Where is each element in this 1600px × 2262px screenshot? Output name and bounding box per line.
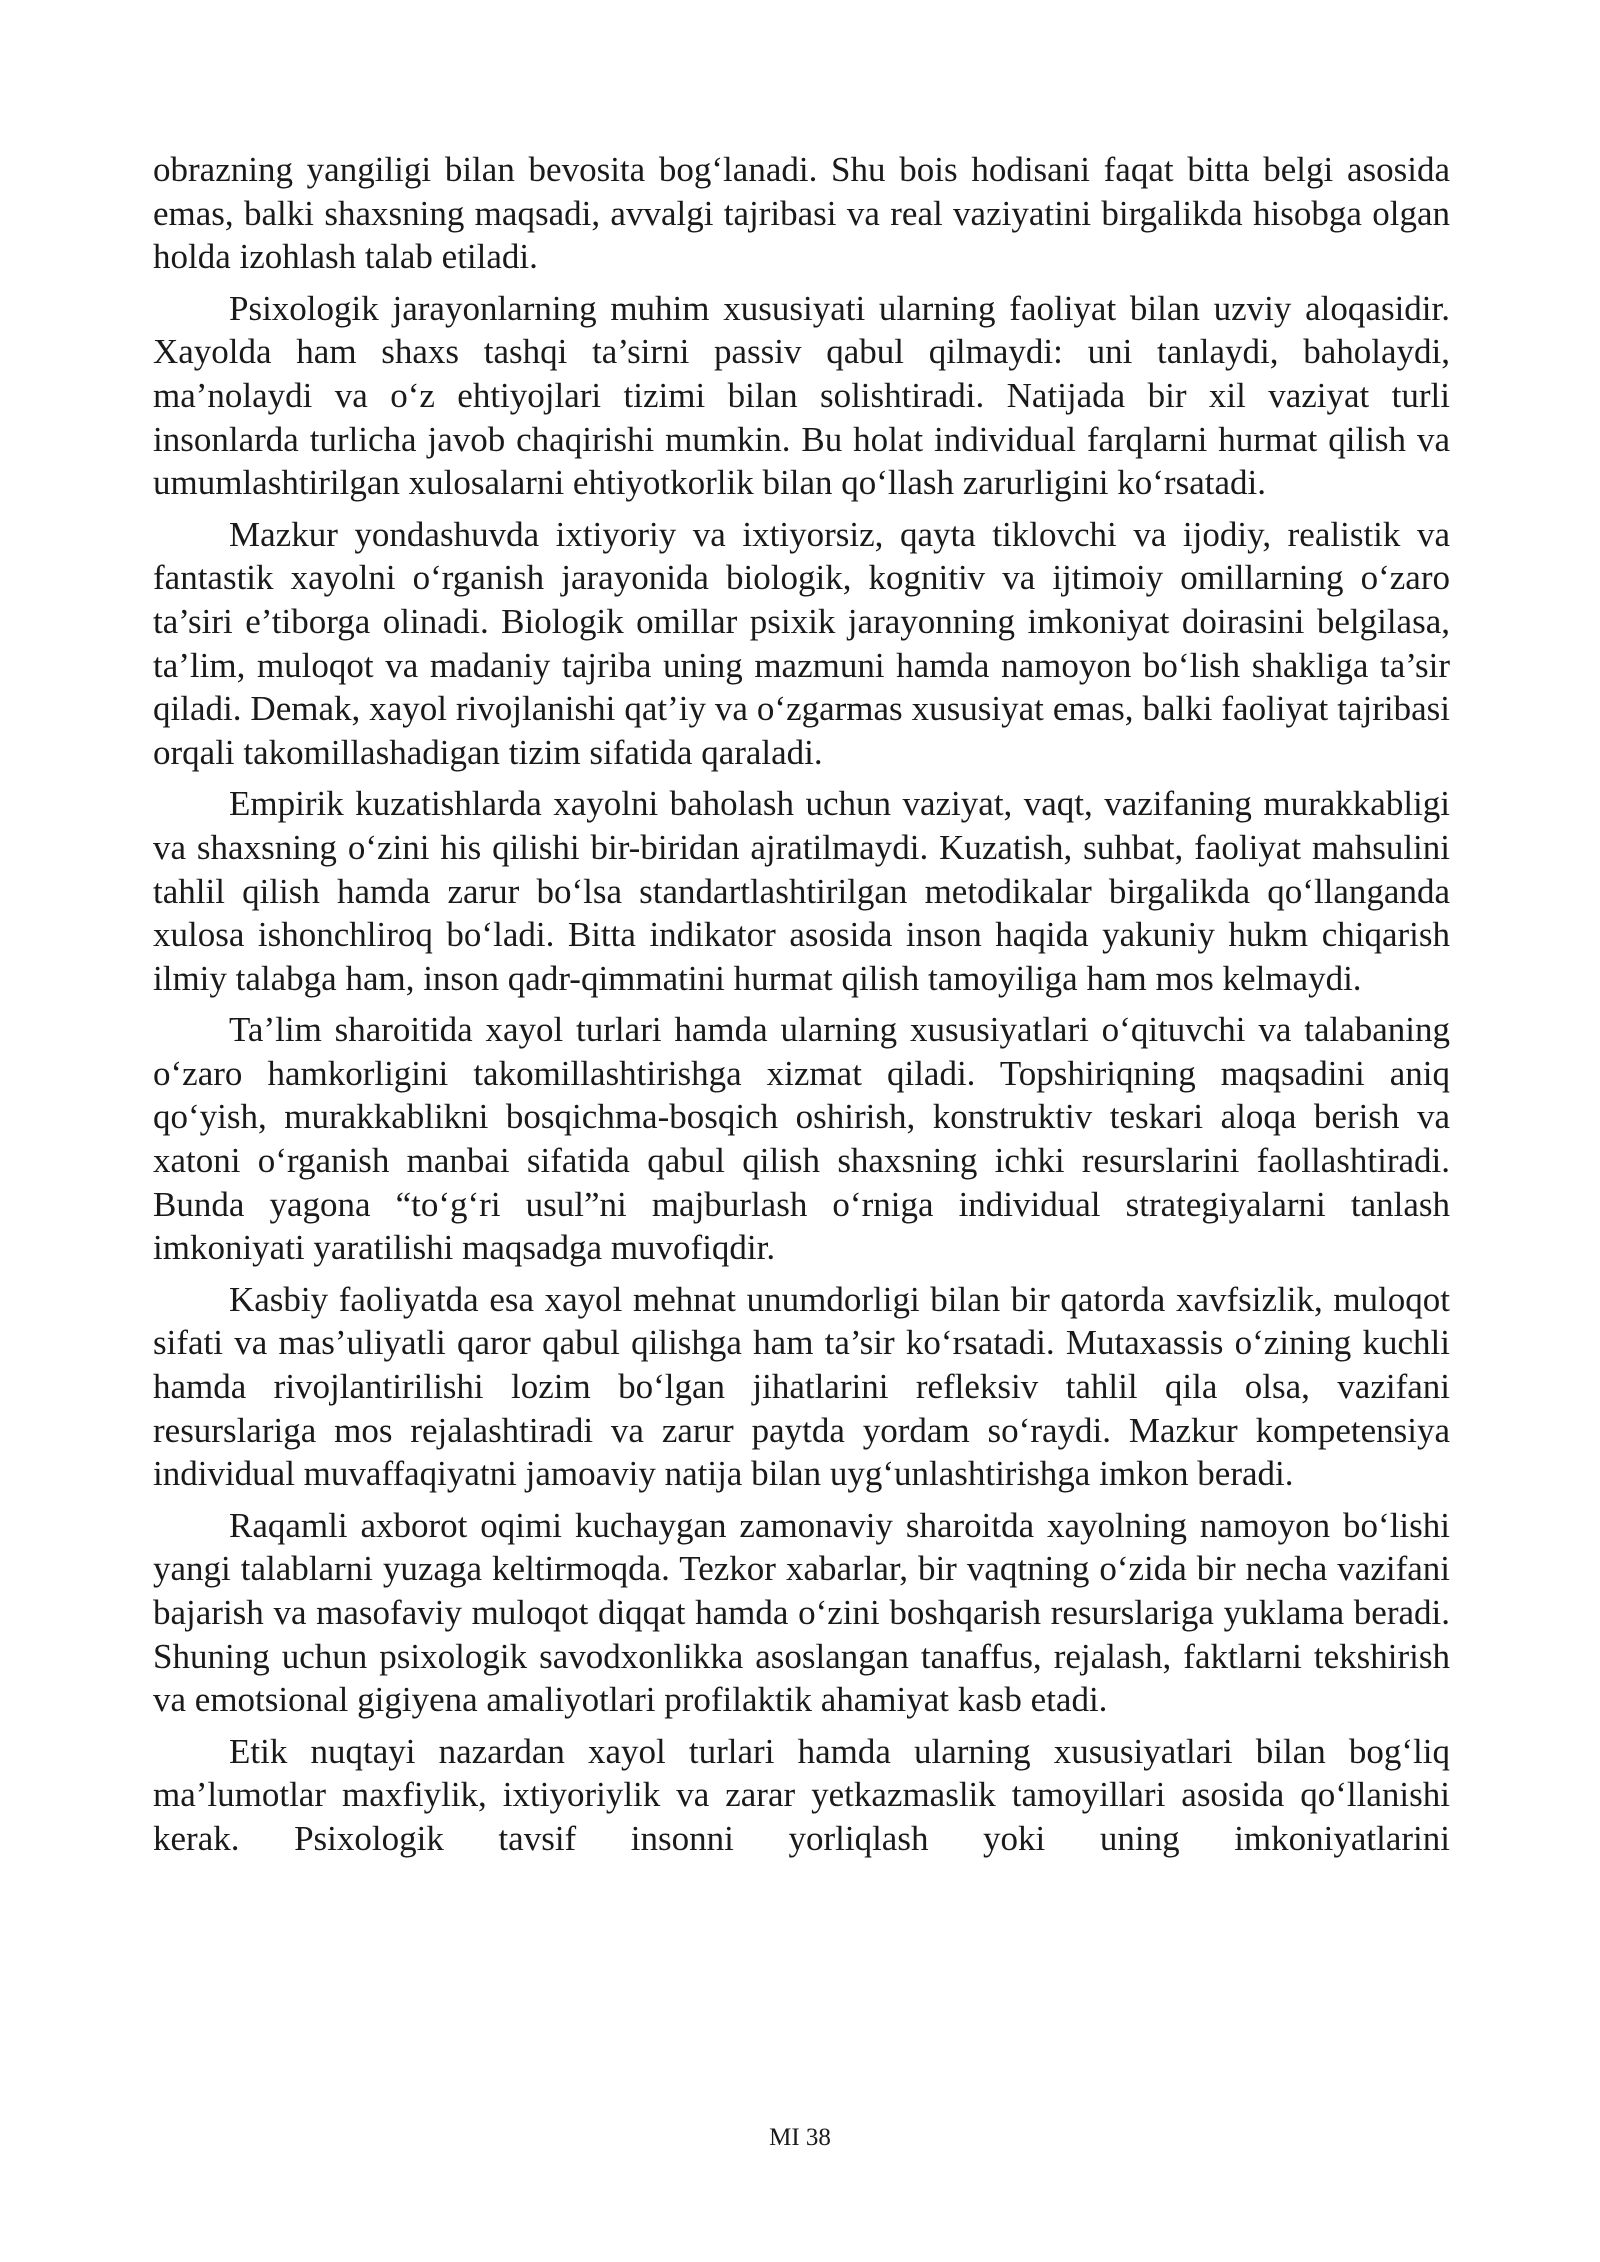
paragraph: obrazning yangiligi bilan bevosita bog‘lanadi. Shu bois hodisani faqat bitta belgi asosida emas, balki shaxsning maqsadi, avvalgi tajribasi va real vaziyatini birgalikda hisobga olgan holda izohlash talab etiladi. bbox=[153, 150, 1450, 277]
paragraph: Empirik kuzatishlarda xayolni baholash uchun vaziyat, vaqt, vazifaning murakkabligi va shaxsning o‘zini his qilishi bir-biridan ajratilmaydi. Kuzatish, suhbat, faoliyat mahsulini tahlil qilish hamda zarur bo‘lsa standartlashtirilgan metodikalar birgalikda qo‘llanganda xulosa ishonchliroq bo‘ladi. Bitta indikator asosida inson haqida yakuniy hukm chiqarish ilmiy talabga ham, inson qadr-qimmatini hurmat qilish tamoyiliga ham mos kelmaydi. bbox=[153, 784, 1450, 998]
paragraph: Raqamli axborot oqimi kuchaygan zamonaviy sharoitda xayolning namoyon bo‘lishi yangi talablarni yuzaga keltirmoqda. Tezkor xabarlar, bir vaqtning o‘zida bir necha vazifani bajarish va masofaviy muloqot diqqat hamda o‘zini boshqarish resurslariga yuklama beradi. Shuning uchun psixologik savodxonlikka asoslangan tanaffus, rejalash, faktlarni tekshirish va emotsional gigiyena amaliyotlari profilaktik ahamiyat kasb etadi. bbox=[153, 1505, 1450, 1720]
paragraph: Kasbiy faoliyatda esa xayol mehnat unumdorligi bilan bir qatorda xavfsizlik, muloqot sifati va mas’uliyatli qaror qabul qilishga ham ta’sir ko‘rsatadi. Mutaxassis o‘zining kuchli hamda rivojlantirilishi lozim bo‘lgan jihatlarini refleksiv tahlil qila olsa, vazifani resurslariga mos rejalashtiradi va zarur paytda yordam so‘raydi. Mazkur kompetensiya individual muvaffaqiyatni jamoaviy natija bilan uyg‘unlashtirishga imkon beradi. bbox=[153, 1279, 1450, 1494]
paragraph: Psixologik jarayonlarning muhim xususiyati ularning faoliyat bilan uzviy aloqasidir. Xayolda ham shaxs tashqi ta’sirni passiv qabul qilmaydi: uni tanlaydi, baholaydi, ma’nolaydi va o‘z ehtiyojlari tizimi bilan solishtiradi. Natijada bir xil vaziyat turli insonlarda turlicha javob chaqirishi mumkin. Bu holat individual farqlarni hurmat qilish va umumlashtirilgan xulosalarni ehtiyotkorlik bilan qo‘llash zarurligini ko‘rsatadi. bbox=[153, 288, 1450, 503]
paragraph: Mazkur yondashuvda ixtiyoriy va ixtiyorsiz, qayta tiklovchi va ijodiy, realistik va fantastik xayolni o‘rganish jarayonida biologik, kognitiv va ijtimoiy omillarning o‘zaro ta’siri e’tiborga olinadi. Biologik omillar psixik jarayonning imkoniyat doirasini belgilasa, ta’lim, muloqot va madaniy tajriba uning mazmuni hamda namoyon bo‘lish shakliga ta’sir qiladi. Demak, xayol rivojlanishi qat’iy va o‘zgarmas xususiyat emas, balki faoliyat tajribasi orqali takomillashadigan tizim sifatida qaraladi. bbox=[153, 514, 1450, 772]
paragraph: Ta’lim sharoitida xayol turlari hamda ularning xususiyatlari o‘qituvchi va talabaning o‘zaro hamkorligini takomillashtirishga xizmat qiladi. Topshiriqning maqsadini aniq qo‘yish, murakkablikni bosqichma-bosqich oshirish, konstruktiv teskari aloqa berish va xatoni o‘rganish manbai sifatida qabul qilish shaxsning ichki resurslarini faollashtiradi. Bunda yagona “to‘g‘ri usul”ni majburlash o‘rniga individual strategiyalarni tanlash imkoniyati yaratilishi maqsadga muvofiqdir. bbox=[153, 1010, 1450, 1268]
paragraph: Etik nuqtayi nazardan xayol turlari hamda ularning xususiyatlari bilan bog‘liq ma’lumotlar maxfiylik, ixtiyoriylik va zarar yetkazmaslik tamoyillari asosida qo‘llanishi kerak. Psixologik tavsif insonni yorliqlash yoki uning imkoniyatlarini bbox=[153, 1731, 1450, 1858]
page-number: MI 38 bbox=[769, 2124, 831, 2151]
page-body bbox=[153, 148, 1450, 1869]
